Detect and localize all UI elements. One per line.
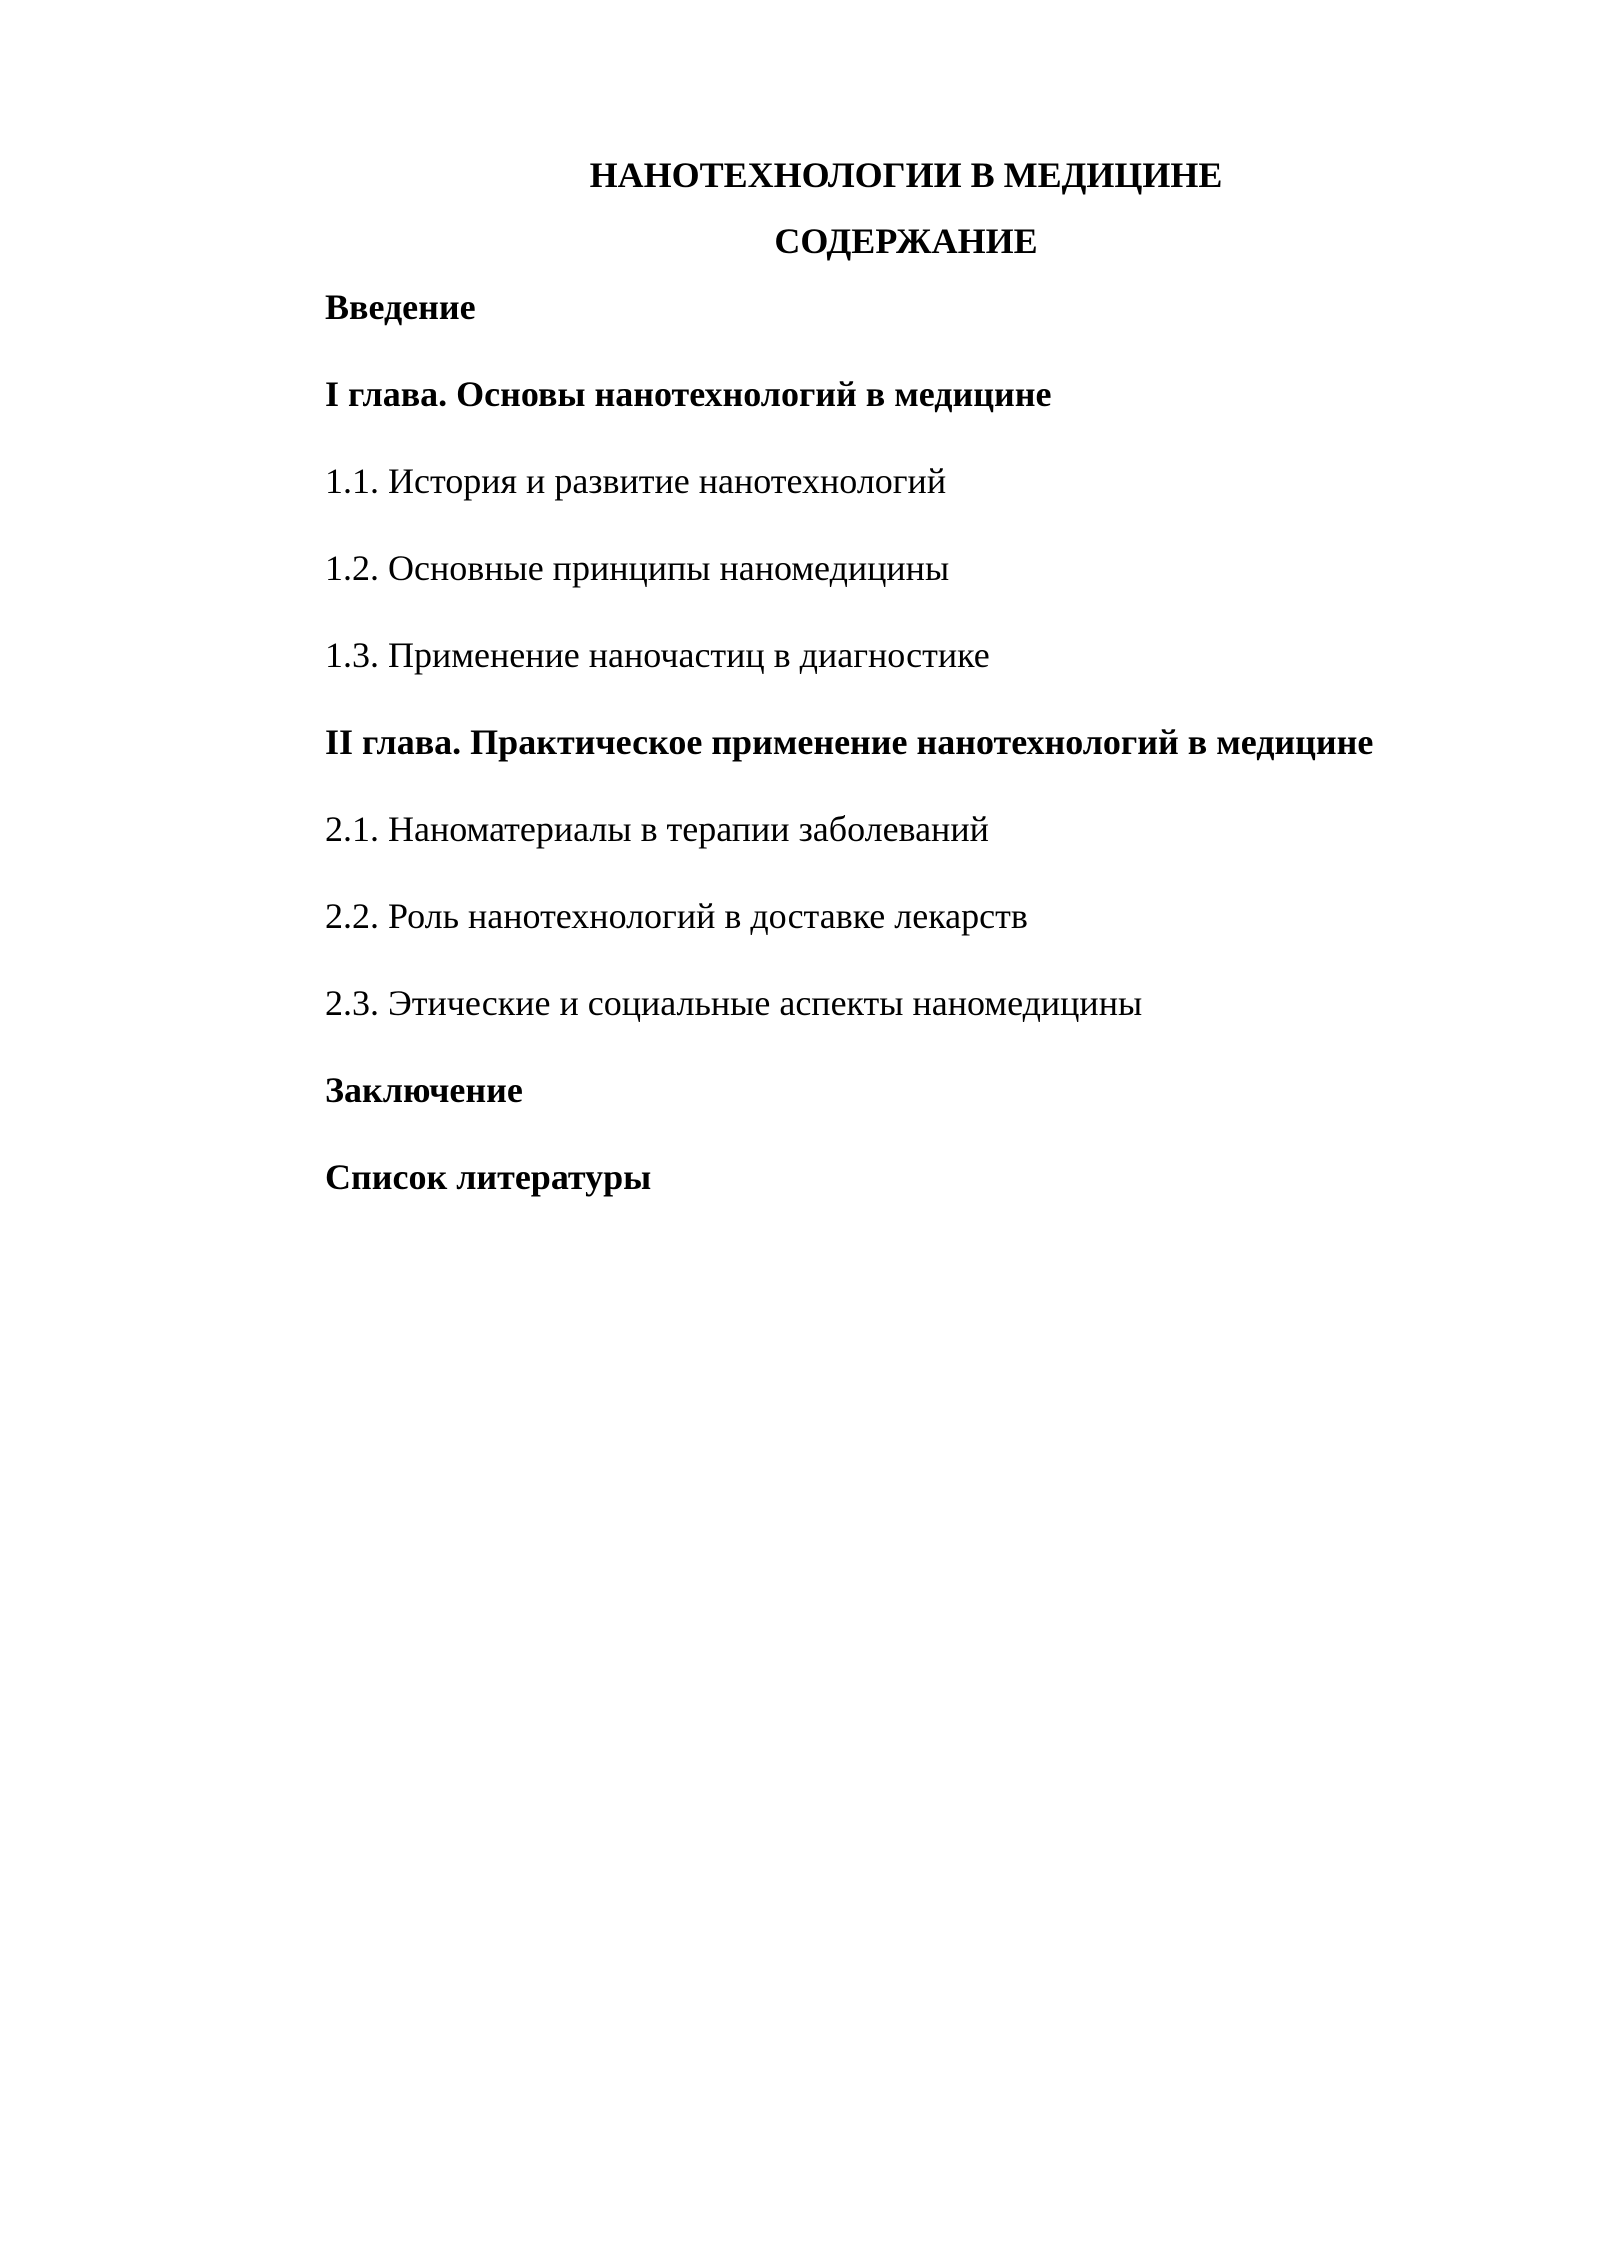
toc-item-section-1-1: 1.1. История и развитие нанотехнологий — [325, 461, 947, 501]
toc-heading: СОДЕРЖАНИЕ — [774, 221, 1038, 261]
toc-item-section-2-3: 2.3. Этические и социальные аспекты наномедицины — [325, 983, 1143, 1023]
document-title: НАНОТЕХНОЛОГИИ В МЕДИЦИНЕ — [589, 155, 1223, 195]
toc-item-section-2-2: 2.2. Роль нанотехнологий в доставке лекарств — [325, 896, 1028, 936]
toc-item-section-1-2: 1.2. Основные принципы наномедицины — [325, 548, 950, 588]
toc-item-chapter-1: I глава. Основы нанотехнологий в медицине — [325, 374, 1052, 414]
table-of-contents — [325, 284, 1505, 1241]
toc-item-section-1-3: 1.3. Применение наночастиц в диагностике — [325, 635, 990, 675]
toc-item-chapter-2: II глава. Практическое применение нанотехнологий в медицине — [325, 722, 1374, 762]
toc-item-introduction: Введение — [325, 287, 476, 327]
toc-item-references: Список литературы — [325, 1157, 652, 1197]
toc-item-conclusion: Заключение — [325, 1070, 523, 1110]
toc-item-section-2-1: 2.1. Наноматериалы в терапии заболеваний — [325, 809, 989, 849]
